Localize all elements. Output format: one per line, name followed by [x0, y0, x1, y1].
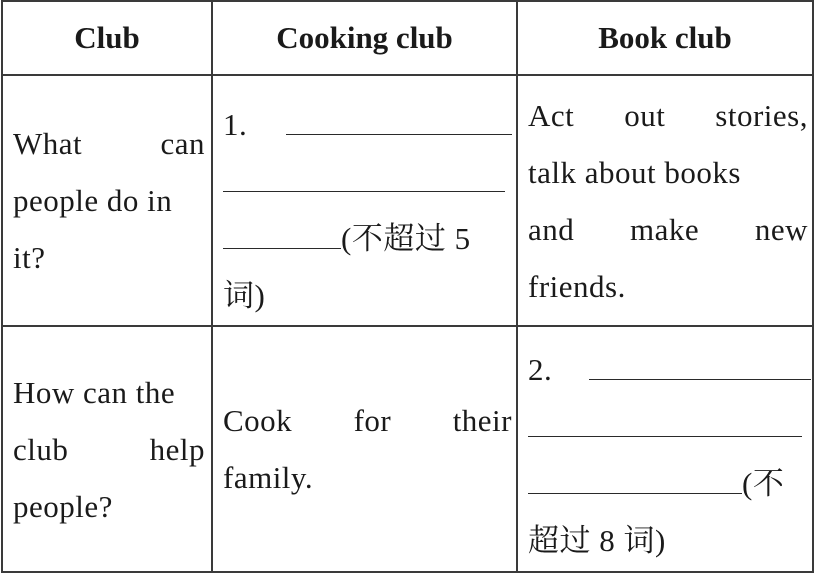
question-line: it? — [13, 240, 46, 276]
club-comparison-table — [1, 0, 814, 573]
answer-blank[interactable] — [286, 104, 512, 135]
word-limit-note-end: 超过 8 词) — [528, 523, 666, 559]
question-line: How can the — [13, 374, 176, 410]
text-word: for — [353, 403, 392, 439]
blank-number: 2. — [528, 352, 553, 388]
answer-blank[interactable] — [223, 218, 341, 249]
header-cooking-club: Cooking club — [212, 1, 517, 75]
question-word: can — [160, 126, 205, 162]
blank-number: 1. — [223, 107, 248, 143]
answer-blank[interactable] — [223, 161, 505, 192]
word-limit-note-end: 词) — [223, 278, 266, 314]
header-club: Club — [2, 1, 212, 75]
text-word: out — [624, 97, 666, 133]
cooking-club-help-cell — [212, 326, 517, 572]
answer-cell-2 — [517, 326, 813, 572]
table-row — [2, 75, 813, 326]
book-club-activities-cell — [517, 75, 813, 326]
question-word: club — [13, 431, 69, 467]
header-row — [2, 1, 813, 75]
word-limit-note: (不 — [742, 466, 785, 502]
question-word: help — [149, 431, 205, 467]
text-word: make — [629, 211, 700, 247]
question-cell — [2, 75, 212, 326]
table-row — [2, 326, 813, 572]
text-line: talk about books — [528, 154, 741, 190]
question-line: people? — [13, 488, 113, 524]
answer-blank[interactable] — [528, 463, 742, 494]
header-book-club: Book club — [517, 1, 813, 75]
word-limit-note: (不超过 5 — [341, 221, 471, 257]
text-line: friends. — [528, 268, 626, 304]
answer-blank[interactable] — [528, 406, 802, 437]
text-line: family. — [223, 460, 314, 496]
text-word: Cook — [223, 403, 293, 439]
answer-cell-1 — [212, 75, 517, 326]
text-word: their — [452, 403, 512, 439]
answer-blank[interactable] — [589, 349, 811, 380]
text-word: and — [528, 211, 575, 247]
question-line: people do in — [13, 183, 173, 219]
question-word: What — [13, 126, 83, 162]
text-word: new — [754, 211, 808, 247]
text-word: stories, — [715, 97, 808, 133]
question-cell — [2, 326, 212, 572]
text-word: Act — [528, 97, 575, 133]
